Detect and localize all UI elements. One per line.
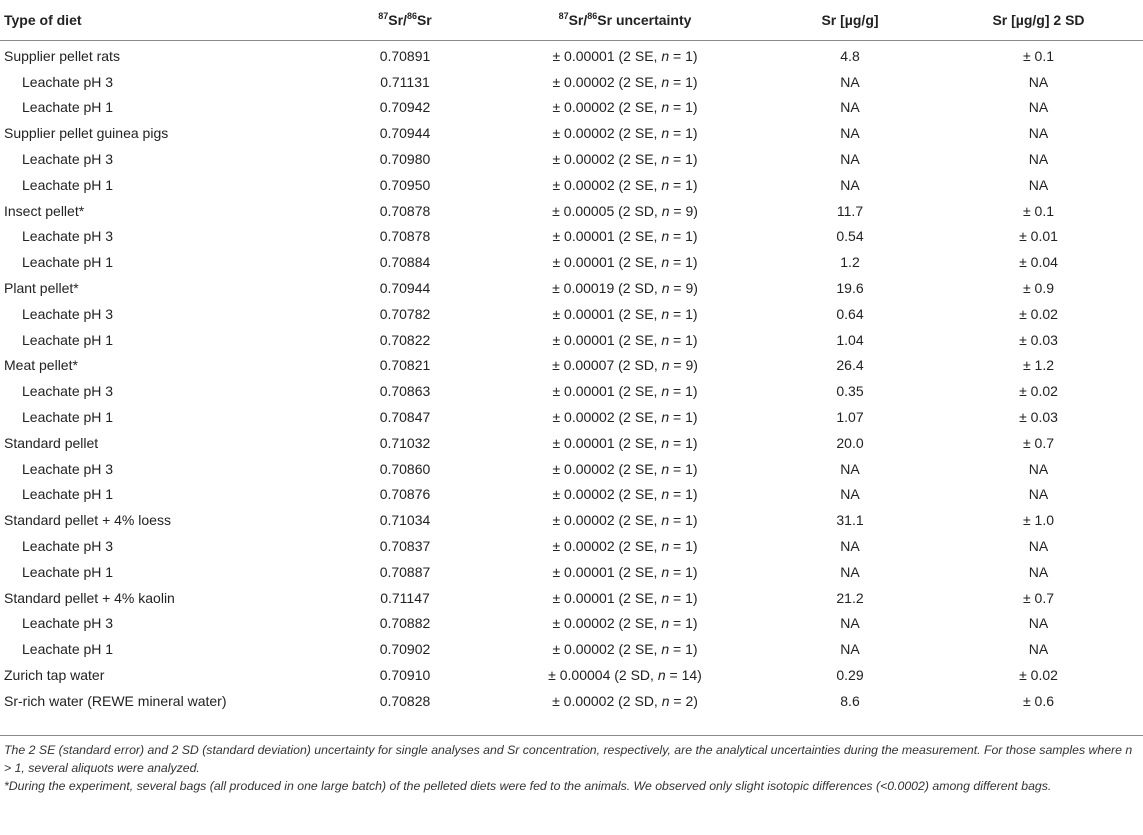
table-row bbox=[0, 327, 1143, 353]
cell-concentration: NA bbox=[840, 73, 860, 90]
header-ratio-b: Sr bbox=[416, 12, 432, 28]
cell-concentration-sd: ± 1.0 bbox=[1022, 512, 1055, 529]
cell-uncertainty-unc-post: = 1) bbox=[669, 151, 698, 168]
table-row bbox=[0, 120, 1143, 146]
cell-uncertainty bbox=[480, 249, 770, 275]
table-row bbox=[0, 533, 1143, 559]
cell-diet: Leachate pH 1 bbox=[22, 176, 114, 193]
cell-concentration-sd: ± 0.02 bbox=[1019, 383, 1058, 400]
cell-concentration: 8.6 bbox=[840, 692, 860, 709]
cell-concentration: 19.6 bbox=[836, 280, 864, 297]
cell-uncertainty-unc-post: = 1) bbox=[669, 486, 698, 503]
cell-uncertainty-unc-post: = 9) bbox=[669, 357, 698, 374]
cell-uncertainty-unc-post: = 1) bbox=[669, 512, 698, 529]
cell-uncertainty-unc-post: = 1) bbox=[669, 228, 698, 245]
cell-uncertainty-n: n bbox=[661, 125, 670, 142]
cell-concentration: 0.35 bbox=[836, 383, 864, 400]
cell-uncertainty-unc-post: = 1) bbox=[669, 538, 698, 555]
cell-ratio: 0.70944 bbox=[379, 280, 431, 297]
cell-concentration-sd: NA bbox=[1028, 641, 1049, 658]
cell-ratio: 0.70891 bbox=[379, 47, 431, 64]
cell-uncertainty-n: n bbox=[661, 331, 670, 348]
cell-uncertainty-unc-post: = 1) bbox=[669, 615, 698, 632]
cell-uncertainty-unc-post: = 1) bbox=[669, 254, 698, 271]
cell-uncertainty-unc-pre: ± 0.00001 (2 SE, bbox=[552, 331, 662, 348]
cell-diet: Leachate pH 1 bbox=[22, 254, 114, 271]
cell-uncertainty-unc-pre: ± 0.00002 (2 SE, bbox=[552, 512, 662, 529]
cell-uncertainty-n: n bbox=[661, 47, 670, 64]
cell-concentration: 31.1 bbox=[836, 512, 864, 529]
cell-uncertainty-n: n bbox=[661, 434, 670, 451]
cell-ratio: 0.70878 bbox=[379, 228, 431, 245]
table-footnotes bbox=[4, 741, 1139, 795]
cell-uncertainty-n: n bbox=[661, 692, 670, 709]
cell-uncertainty-n: n bbox=[661, 73, 670, 90]
cell-uncertainty bbox=[480, 533, 770, 559]
cell-uncertainty-n: n bbox=[661, 512, 670, 529]
cell-ratio: 0.71147 bbox=[380, 589, 430, 606]
cell-concentration-sd: ± 0.04 bbox=[1019, 254, 1058, 271]
cell-uncertainty-unc-post: = 1) bbox=[669, 47, 698, 64]
cell-diet: Standard pellet bbox=[4, 434, 99, 451]
cell-concentration: NA bbox=[840, 641, 860, 658]
footnote-uncertainty: The 2 SE (standard error) and 2 SD (standard deviation) uncertainty for single analyses and Sr concentration, respectively, are the analytical uncertainties during the measurement. For those samples where n > 1, several aliquots were analyzed. bbox=[4, 743, 1133, 775]
cell-uncertainty bbox=[480, 507, 770, 533]
cell-diet: Supplier pellet guinea pigs bbox=[4, 125, 169, 142]
cell-concentration-sd: ± 0.02 bbox=[1019, 305, 1058, 322]
cell-uncertainty-n: n bbox=[661, 383, 670, 400]
cell-ratio: 0.70837 bbox=[379, 538, 431, 555]
cell-uncertainty-unc-post: = 1) bbox=[669, 434, 698, 451]
cell-concentration: NA bbox=[840, 486, 860, 503]
cell-concentration-sd: NA bbox=[1028, 460, 1049, 477]
cell-uncertainty bbox=[480, 559, 770, 585]
cell-concentration: 0.54 bbox=[836, 228, 864, 245]
cell-uncertainty-unc-pre: ± 0.00001 (2 SE, bbox=[552, 589, 662, 606]
cell-concentration: 1.04 bbox=[836, 331, 864, 348]
cell-uncertainty-n: n bbox=[661, 202, 670, 219]
cell-concentration-sd: ± 0.6 bbox=[1022, 692, 1055, 709]
cell-uncertainty-unc-pre: ± 0.00002 (2 SE, bbox=[552, 615, 662, 632]
cell-ratio: 0.70887 bbox=[379, 563, 431, 580]
cell-concentration: 20.0 bbox=[836, 434, 864, 451]
cell-diet: Leachate pH 1 bbox=[22, 99, 114, 116]
cell-diet: Leachate pH 1 bbox=[22, 331, 114, 348]
cell-diet: Leachate pH 3 bbox=[22, 228, 114, 245]
cell-uncertainty bbox=[480, 456, 770, 482]
cell-uncertainty-unc-pre: ± 0.00002 (2 SE, bbox=[552, 125, 662, 142]
cell-ratio: 0.70980 bbox=[379, 151, 431, 168]
cell-ratio: 0.70878 bbox=[379, 202, 431, 219]
cell-uncertainty-unc-post: = 1) bbox=[669, 176, 698, 193]
table-bottom-rule bbox=[0, 735, 1143, 736]
cell-diet: Sr-rich water (REWE mineral water) bbox=[4, 692, 227, 709]
table-row bbox=[0, 172, 1143, 198]
table-row bbox=[0, 198, 1143, 224]
table-row bbox=[0, 224, 1143, 250]
cell-uncertainty-unc-post: = 1) bbox=[669, 460, 698, 477]
cell-ratio: 0.70822 bbox=[379, 331, 431, 348]
cell-diet: Leachate pH 3 bbox=[22, 538, 114, 555]
cell-concentration-sd: NA bbox=[1028, 125, 1049, 142]
table-row bbox=[0, 249, 1143, 275]
cell-uncertainty-unc-pre: ± 0.00001 (2 SE, bbox=[552, 563, 662, 580]
cell-concentration-sd: ± 0.03 bbox=[1019, 409, 1058, 426]
cell-uncertainty-n: n bbox=[661, 228, 670, 245]
cell-uncertainty-unc-pre: ± 0.00005 (2 SD, bbox=[552, 202, 662, 219]
cell-uncertainty bbox=[480, 353, 770, 379]
cell-uncertainty-n: n bbox=[657, 667, 666, 684]
table-row bbox=[0, 482, 1143, 508]
cell-uncertainty-unc-post: = 9) bbox=[669, 202, 698, 219]
cell-ratio: 0.70863 bbox=[379, 383, 431, 400]
cell-uncertainty bbox=[480, 198, 770, 224]
cell-concentration-sd: ± 0.7 bbox=[1022, 589, 1055, 606]
cell-uncertainty-unc-pre: ± 0.00001 (2 SE, bbox=[552, 228, 662, 245]
cell-uncertainty-n: n bbox=[661, 151, 670, 168]
cell-diet: Leachate pH 1 bbox=[22, 641, 114, 658]
cell-concentration-sd: NA bbox=[1028, 99, 1049, 116]
cell-uncertainty-unc-pre: ± 0.00001 (2 SE, bbox=[552, 254, 662, 271]
cell-ratio: 0.71131 bbox=[380, 73, 430, 90]
table-row bbox=[0, 378, 1143, 404]
cell-ratio: 0.70876 bbox=[379, 486, 431, 503]
cell-concentration: NA bbox=[840, 125, 860, 142]
cell-uncertainty-unc-pre: ± 0.00001 (2 SE, bbox=[552, 383, 662, 400]
cell-uncertainty bbox=[480, 378, 770, 404]
header-ratio-sup2: 86 bbox=[406, 11, 417, 21]
cell-concentration: 11.7 bbox=[836, 202, 864, 219]
cell-uncertainty-unc-post: = 1) bbox=[669, 589, 698, 606]
cell-uncertainty-unc-pre: ± 0.00002 (2 SE, bbox=[552, 176, 662, 193]
cell-uncertainty bbox=[480, 275, 770, 301]
table-body bbox=[0, 41, 1143, 714]
cell-diet: Leachate pH 3 bbox=[22, 383, 114, 400]
cell-ratio: 0.70910 bbox=[379, 667, 431, 684]
cell-uncertainty-unc-post: = 14) bbox=[665, 667, 702, 684]
cell-ratio: 0.71032 bbox=[379, 434, 431, 451]
header-unc-a: Sr/ bbox=[568, 12, 588, 28]
cell-uncertainty bbox=[480, 41, 770, 69]
cell-uncertainty-unc-pre: ± 0.00019 (2 SD, bbox=[552, 280, 662, 297]
cell-concentration: 21.2 bbox=[836, 589, 864, 606]
cell-diet: Meat pellet* bbox=[4, 357, 78, 374]
cell-ratio: 0.70821 bbox=[379, 357, 431, 374]
table-row bbox=[0, 146, 1143, 172]
cell-uncertainty-unc-post: = 1) bbox=[669, 641, 698, 658]
cell-diet: Zurich tap water bbox=[4, 667, 105, 684]
cell-ratio: 0.70950 bbox=[379, 176, 431, 193]
cell-uncertainty bbox=[480, 172, 770, 198]
table-row bbox=[0, 275, 1143, 301]
cell-concentration-sd: NA bbox=[1028, 563, 1049, 580]
table-row bbox=[0, 559, 1143, 585]
cell-uncertainty bbox=[480, 636, 770, 662]
cell-concentration: NA bbox=[840, 460, 860, 477]
cell-uncertainty bbox=[480, 688, 770, 714]
cell-uncertainty-n: n bbox=[661, 641, 670, 658]
cell-diet: Leachate pH 1 bbox=[22, 486, 114, 503]
table-row bbox=[0, 430, 1143, 456]
cell-diet: Insect pellet* bbox=[4, 202, 85, 219]
cell-diet: Plant pellet* bbox=[4, 280, 79, 297]
cell-concentration-sd: ± 0.9 bbox=[1022, 280, 1055, 297]
cell-concentration: NA bbox=[840, 615, 860, 632]
cell-ratio: 0.70847 bbox=[379, 409, 431, 426]
table-row bbox=[0, 662, 1143, 688]
cell-uncertainty-n: n bbox=[661, 280, 670, 297]
cell-uncertainty-unc-pre: ± 0.00002 (2 SE, bbox=[552, 641, 662, 658]
cell-concentration: NA bbox=[840, 176, 860, 193]
cell-uncertainty-n: n bbox=[661, 589, 670, 606]
table-row bbox=[0, 404, 1143, 430]
cell-uncertainty-unc-post: = 1) bbox=[669, 73, 698, 90]
cell-diet: Leachate pH 1 bbox=[22, 409, 114, 426]
table-row bbox=[0, 585, 1143, 611]
cell-ratio: 0.70782 bbox=[379, 305, 431, 322]
cell-uncertainty-unc-post: = 1) bbox=[669, 331, 698, 348]
cell-uncertainty-unc-pre: ± 0.00001 (2 SE, bbox=[552, 47, 662, 64]
cell-uncertainty-n: n bbox=[661, 460, 670, 477]
cell-uncertainty bbox=[480, 301, 770, 327]
cell-ratio: 0.71034 bbox=[379, 512, 431, 529]
cell-ratio: 0.70944 bbox=[379, 125, 431, 142]
cell-uncertainty-unc-pre: ± 0.00002 (2 SE, bbox=[552, 409, 662, 426]
cell-concentration-sd: ± 1.2 bbox=[1022, 357, 1055, 374]
cell-concentration-sd: NA bbox=[1028, 151, 1049, 168]
cell-uncertainty bbox=[480, 224, 770, 250]
cell-uncertainty bbox=[480, 611, 770, 637]
cell-concentration-sd: ± 0.1 bbox=[1022, 202, 1055, 219]
cell-uncertainty-unc-pre: ± 0.00002 (2 SE, bbox=[552, 99, 662, 116]
cell-uncertainty-n: n bbox=[661, 176, 670, 193]
table-row bbox=[0, 456, 1143, 482]
cell-diet: Standard pellet + 4% kaolin bbox=[4, 589, 175, 606]
cell-uncertainty-unc-post: = 1) bbox=[669, 409, 698, 426]
cell-uncertainty-unc-pre: ± 0.00002 (2 SE, bbox=[552, 73, 662, 90]
cell-uncertainty-unc-post: = 1) bbox=[669, 99, 698, 116]
table-header-row bbox=[0, 0, 1143, 41]
cell-diet: Leachate pH 3 bbox=[22, 151, 114, 168]
cell-ratio: 0.70902 bbox=[379, 641, 431, 658]
cell-uncertainty-unc-pre: ± 0.00007 (2 SD, bbox=[552, 357, 662, 374]
cell-uncertainty-unc-pre: ± 0.00004 (2 SD, bbox=[548, 667, 658, 684]
cell-concentration: 0.64 bbox=[836, 305, 864, 322]
cell-concentration-sd: NA bbox=[1028, 176, 1049, 193]
cell-ratio: 0.70860 bbox=[379, 460, 431, 477]
cell-uncertainty-unc-post: = 9) bbox=[669, 280, 698, 297]
cell-ratio: 0.70884 bbox=[379, 254, 431, 271]
cell-diet: Leachate pH 3 bbox=[22, 73, 114, 90]
table-row bbox=[0, 688, 1143, 714]
cell-uncertainty-unc-pre: ± 0.00001 (2 SE, bbox=[552, 305, 662, 322]
cell-uncertainty bbox=[480, 327, 770, 353]
header-unc-b: Sr uncertainty bbox=[597, 12, 692, 28]
cell-uncertainty bbox=[480, 662, 770, 688]
cell-diet: Leachate pH 3 bbox=[22, 615, 114, 632]
cell-concentration: 4.8 bbox=[840, 47, 860, 64]
header-uncertainty bbox=[480, 0, 770, 41]
cell-concentration-sd: NA bbox=[1028, 538, 1049, 555]
cell-uncertainty-n: n bbox=[661, 254, 670, 271]
cell-uncertainty-n: n bbox=[661, 486, 670, 503]
cell-uncertainty-unc-pre: ± 0.00002 (2 SD, bbox=[552, 692, 662, 709]
cell-concentration: 1.07 bbox=[836, 409, 864, 426]
cell-uncertainty-unc-pre: ± 0.00001 (2 SE, bbox=[552, 434, 662, 451]
cell-uncertainty-n: n bbox=[661, 409, 670, 426]
cell-ratio: 0.70882 bbox=[379, 615, 431, 632]
table-row bbox=[0, 69, 1143, 95]
footnote-bags: *During the experiment, several bags (all produced in one large batch) of the pelleted diets were fed to the animals. We observed only slight isotopic differences (<0.0002) among different bags. bbox=[4, 779, 1052, 793]
cell-uncertainty-unc-pre: ± 0.00002 (2 SE, bbox=[552, 460, 662, 477]
table-row bbox=[0, 611, 1143, 637]
cell-concentration-sd: NA bbox=[1028, 615, 1049, 632]
cell-uncertainty-n: n bbox=[661, 99, 670, 116]
cell-diet: Standard pellet + 4% loess bbox=[4, 512, 171, 529]
cell-uncertainty bbox=[480, 404, 770, 430]
table-row bbox=[0, 95, 1143, 121]
cell-concentration: 1.2 bbox=[840, 254, 860, 271]
header-concentration: Sr [µg/g] bbox=[821, 12, 879, 28]
cell-uncertainty-unc-pre: ± 0.00002 (2 SE, bbox=[552, 538, 662, 555]
cell-concentration-sd: ± 0.02 bbox=[1019, 667, 1058, 684]
cell-concentration: 26.4 bbox=[836, 357, 864, 374]
cell-uncertainty bbox=[480, 120, 770, 146]
cell-diet: Leachate pH 1 bbox=[22, 563, 114, 580]
cell-uncertainty bbox=[480, 69, 770, 95]
header-ratio-a: Sr/ bbox=[388, 12, 407, 28]
cell-concentration-sd: ± 0.1 bbox=[1022, 47, 1055, 64]
header-concentration-sd: Sr [µg/g] 2 SD bbox=[992, 12, 1085, 28]
cell-uncertainty bbox=[480, 482, 770, 508]
cell-concentration-sd: ± 0.01 bbox=[1019, 228, 1058, 245]
header-diet: Type of diet bbox=[4, 12, 82, 28]
table-row bbox=[0, 507, 1143, 533]
table-row bbox=[0, 636, 1143, 662]
cell-uncertainty-unc-pre: ± 0.00002 (2 SE, bbox=[552, 151, 662, 168]
cell-uncertainty-n: n bbox=[661, 357, 670, 374]
cell-uncertainty-unc-post: = 1) bbox=[669, 563, 698, 580]
cell-uncertainty-unc-post: = 2) bbox=[669, 692, 698, 709]
cell-uncertainty-unc-post: = 1) bbox=[669, 305, 698, 322]
cell-ratio: 0.70828 bbox=[379, 692, 431, 709]
header-unc-sup1: 87 bbox=[558, 11, 569, 21]
cell-uncertainty-unc-pre: ± 0.00002 (2 SE, bbox=[552, 486, 662, 503]
cell-concentration: 0.29 bbox=[836, 667, 864, 684]
cell-concentration: NA bbox=[840, 99, 860, 116]
cell-concentration-sd: ± 0.03 bbox=[1019, 331, 1058, 348]
table-row bbox=[0, 353, 1143, 379]
cell-concentration: NA bbox=[840, 538, 860, 555]
cell-uncertainty bbox=[480, 585, 770, 611]
cell-diet: Leachate pH 3 bbox=[22, 305, 114, 322]
header-ratio-sup1: 87 bbox=[378, 11, 389, 21]
cell-uncertainty-n: n bbox=[661, 615, 670, 632]
cell-diet: Supplier pellet rats bbox=[4, 47, 120, 64]
header-unc-sup2: 86 bbox=[587, 11, 598, 21]
cell-uncertainty-n: n bbox=[661, 538, 670, 555]
table-row bbox=[0, 301, 1143, 327]
cell-concentration-sd: NA bbox=[1028, 73, 1049, 90]
cell-uncertainty-unc-post: = 1) bbox=[669, 383, 698, 400]
cell-concentration-sd: ± 0.7 bbox=[1022, 434, 1055, 451]
cell-concentration: NA bbox=[840, 563, 860, 580]
cell-uncertainty-n: n bbox=[661, 305, 670, 322]
cell-uncertainty-n: n bbox=[661, 563, 670, 580]
cell-ratio: 0.70942 bbox=[379, 99, 431, 116]
cell-concentration: NA bbox=[840, 151, 860, 168]
cell-uncertainty bbox=[480, 430, 770, 456]
table-row bbox=[0, 41, 1143, 69]
cell-diet: Leachate pH 3 bbox=[22, 460, 114, 477]
cell-uncertainty-unc-post: = 1) bbox=[669, 125, 698, 142]
cell-concentration-sd: NA bbox=[1028, 486, 1049, 503]
header-ratio bbox=[330, 0, 480, 41]
cell-uncertainty bbox=[480, 95, 770, 121]
cell-uncertainty bbox=[480, 146, 770, 172]
